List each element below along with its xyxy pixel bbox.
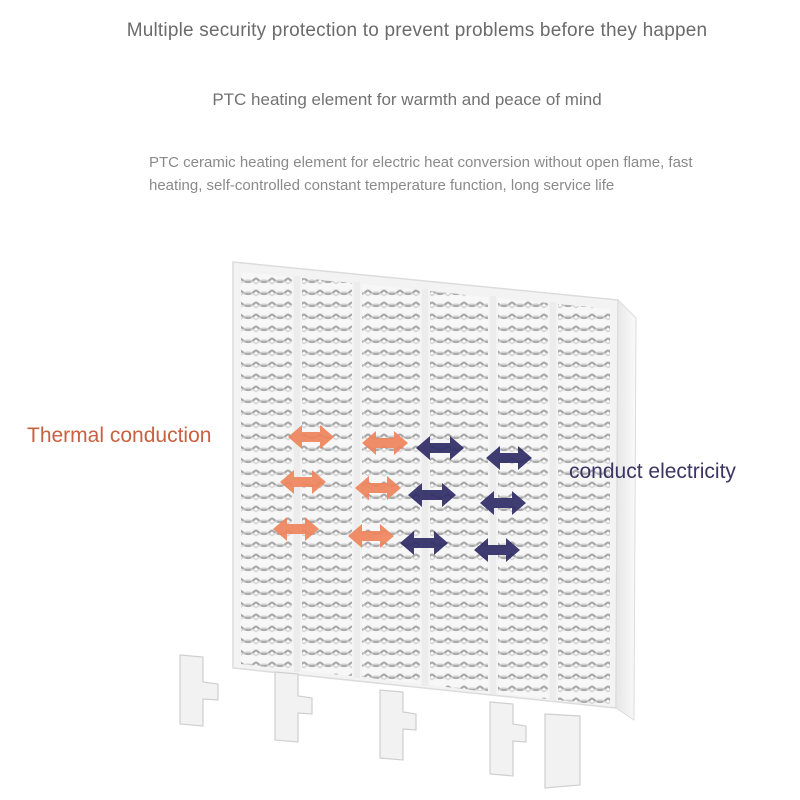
description: PTC ceramic heating element for electric heat conversion without open flame, fast heating, self-controlled constant temperature function, long service life (149, 154, 693, 194)
conduct-electricity-label: conduct electricity (569, 460, 736, 483)
headline: Multiple security protection to prevent problems before they happen (126, 20, 708, 41)
subheading: PTC heating element for warmth and peace of mind (212, 90, 602, 109)
thermal-conduction-label: Thermal conduction (27, 424, 212, 447)
heater-side (616, 300, 636, 720)
